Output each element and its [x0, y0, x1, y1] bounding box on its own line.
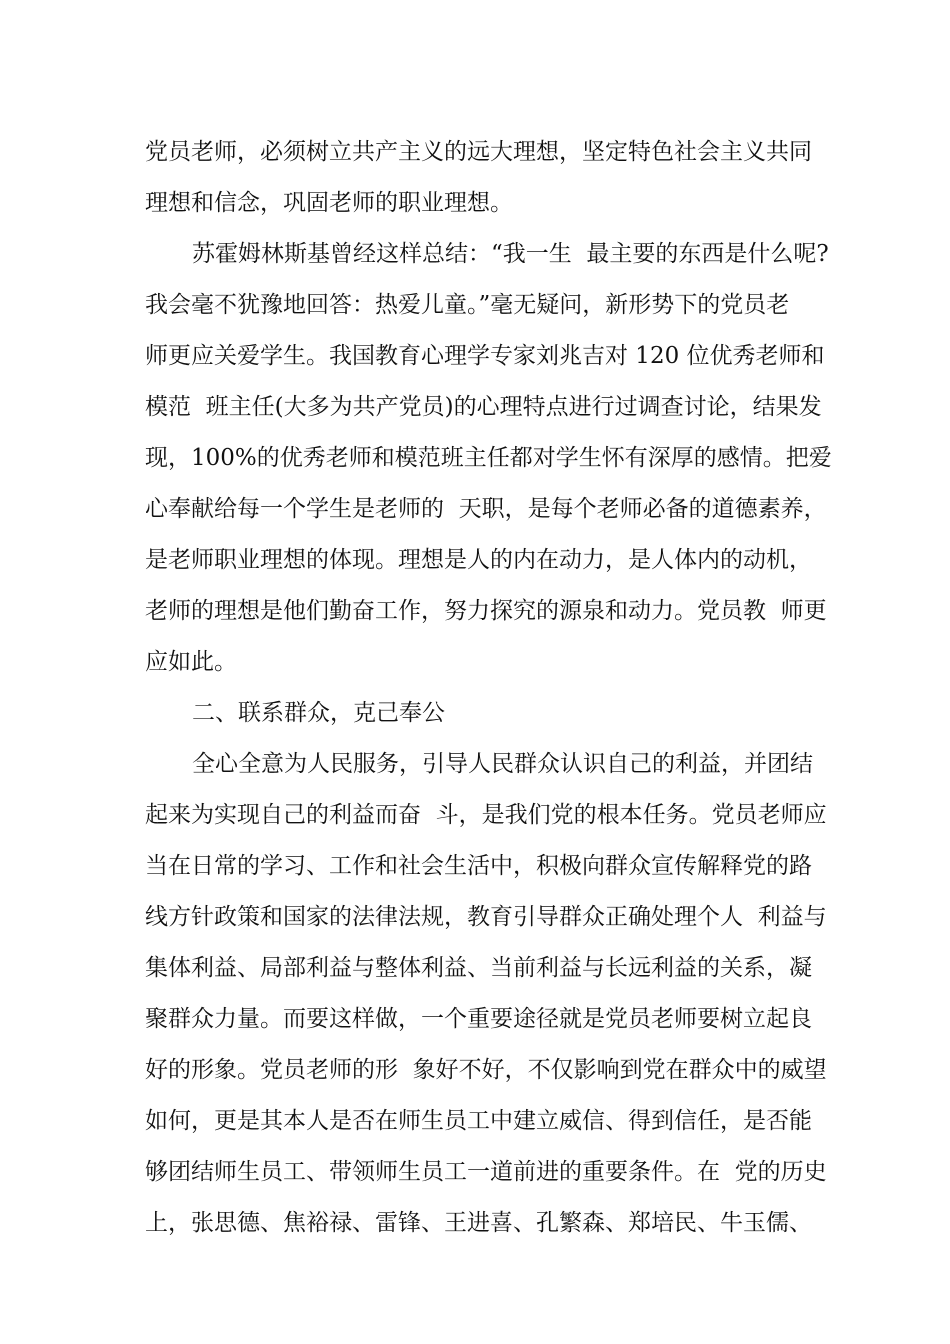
text-line: 应如此。 — [145, 649, 237, 675]
text-line: 当在日常的学习、工作和社会生活中，积极向群众宣传解释党的路 — [145, 853, 812, 879]
text-line: 师更应关爱学生。我国教育心理学专家刘兆吉对 120 位优秀老师和 — [145, 343, 825, 369]
text-line: 心奉献给每一个学生是老师的 天职，是每个老师必备的道德素养， — [145, 496, 827, 522]
text-line: 老师的理想是他们勤奋工作，努力探究的源泉和动力。党员教 师更 — [145, 598, 827, 624]
text-line: 线方针政策和国家的法律法规，教育引导群众正确处理个人 利益与 — [145, 904, 827, 930]
text-line: 如何，更是其本人是否在师生员工中建立威信、得到信任，是否能 — [145, 1108, 812, 1134]
section-heading: 二、联系群众，克己奉公 — [192, 700, 445, 726]
text-line: 起来为实现自己的利益而奋 斗，是我们党的根本任务。党员老师应 — [145, 802, 827, 828]
text-line: 好的形象。党员老师的形 象好不好，不仅影响到党在群众中的威望 — [145, 1057, 827, 1083]
text-line: 是老师职业理想的体现。理想是人的内在动力，是人体内的动机， — [145, 547, 812, 573]
text-line: 模范 班主任(大多为共产党员)的心理特点进行过调查讨论，结果发 — [145, 394, 822, 420]
text-line: 聚群众力量。而要这样做，一个重要途径就是党员老师要树立起良 — [145, 1006, 812, 1032]
text-line: 全心全意为人民服务，引导人民群众认识自己的利益，并团结 — [192, 751, 813, 777]
text-line: 苏霍姆林斯基曾经这样总结：“我一生 最主要的东西是什么呢? — [192, 241, 829, 267]
text-line: 现，100%的优秀老师和模范班主任都对学生怀有深厚的感情。把爱 — [145, 445, 832, 471]
text-line: 我会毫不犹豫地回答：热爱儿童。”毫无疑问，新形势下的党员老 — [145, 292, 790, 318]
text-line: 够团结师生员工、带领师生员工一道前进的重要条件。在 党的历史 — [145, 1159, 827, 1185]
text-line: 集体利益、局部利益与整体利益、当前利益与长远利益的关系，凝 — [145, 955, 812, 981]
text-line: 理想和信念，巩固老师的职业理想。 — [145, 190, 513, 216]
text-line: 上，张思德、焦裕禄、雷锋、王进喜、孔繁森、郑培民、牛玉儒、 — [145, 1210, 812, 1236]
text-line: 党员老师，必须树立共产主义的远大理想，坚定特色社会主义共同 — [145, 139, 812, 165]
